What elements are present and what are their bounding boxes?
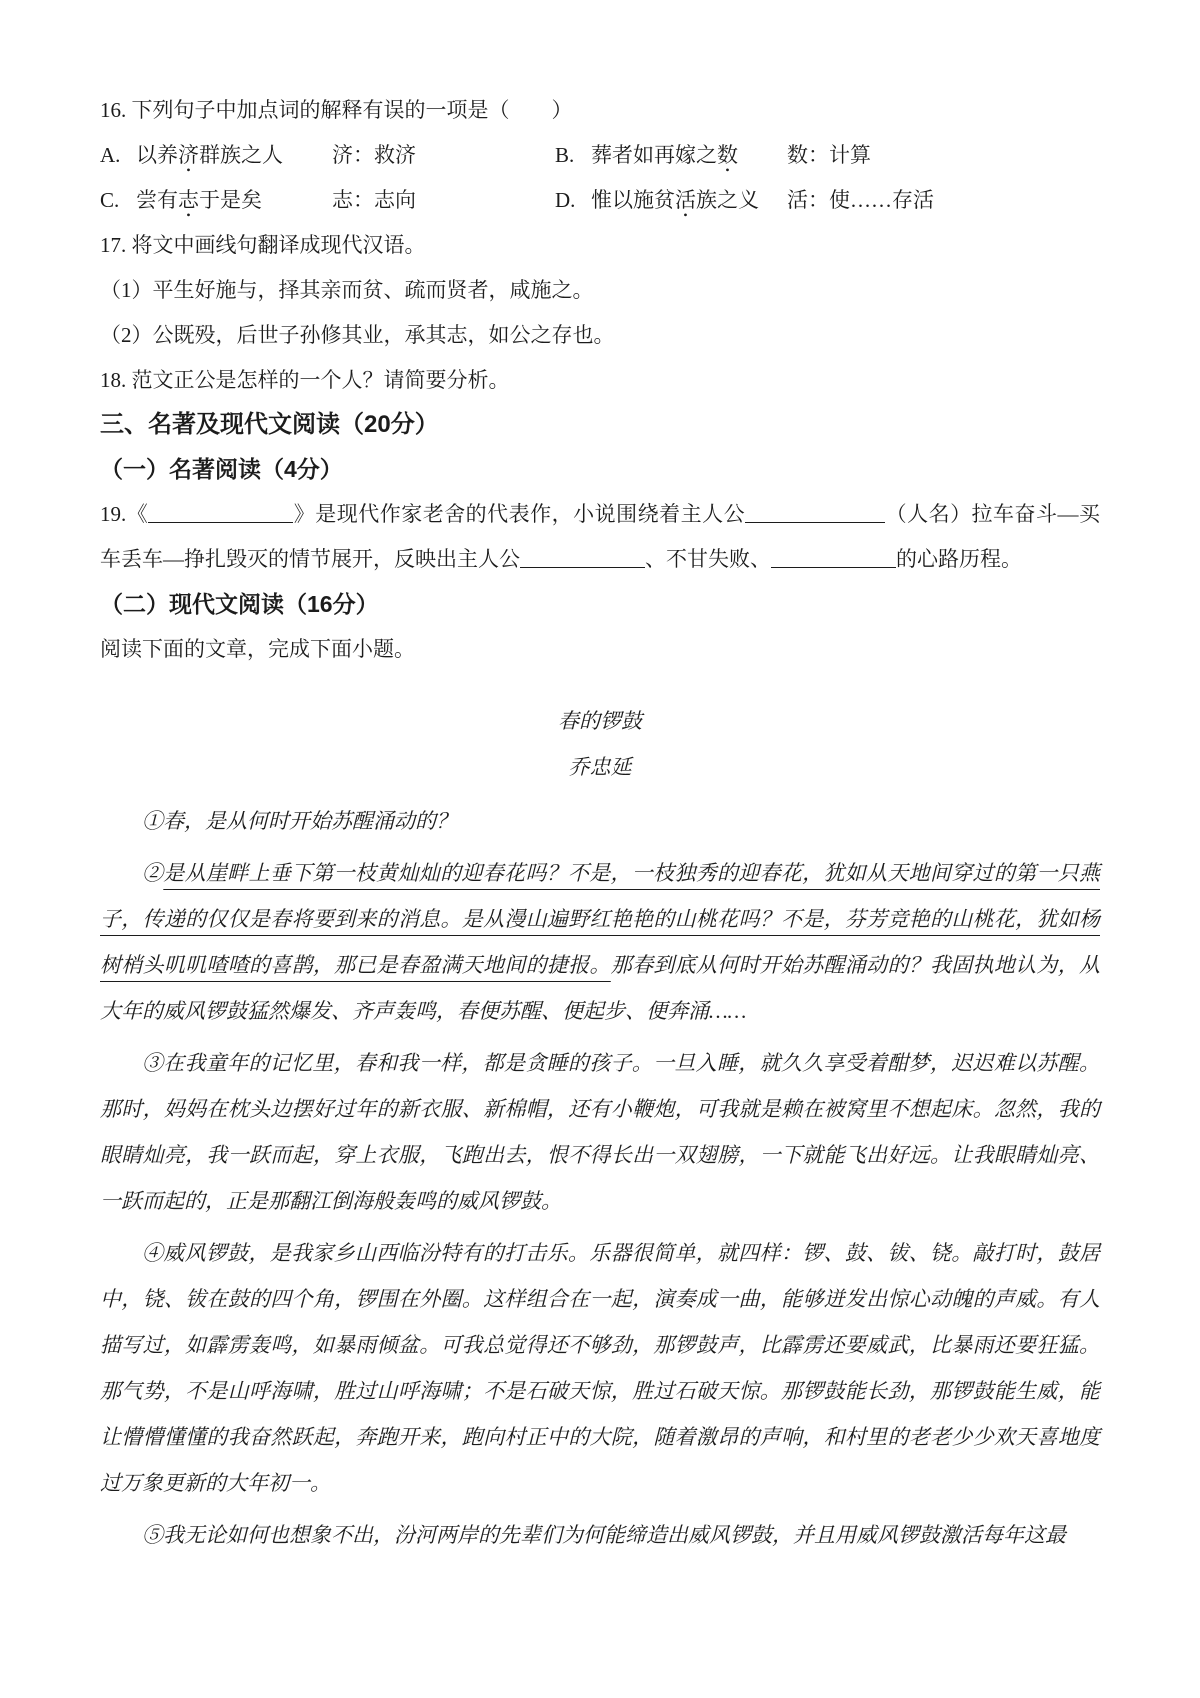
essay (100, 698, 1100, 1558)
question-17-sub-2: （2）公既殁，后世子孙修其业，承其志，如公之存也。 (100, 323, 615, 347)
option-d-emphasized-char: 活 (675, 188, 696, 212)
option-d-label: D. (555, 188, 576, 212)
q19-segment-3: （人名）拉车奋斗—买车丢车—挣扎毁灭的情节展开，反映出主人公 (100, 502, 1101, 571)
part-2-heading: （二）现代文阅读（16分） (100, 591, 379, 617)
option-c-phrase (136, 178, 332, 223)
option-a-label: A. (100, 143, 121, 167)
option-b-label: B. (555, 143, 575, 167)
question-17-stem: 17. 将文中画线句翻译成现代汉语。 (100, 233, 426, 257)
option-d-phrase (591, 178, 787, 223)
option-a-phrase (136, 133, 332, 178)
option-a-emphasized-char: 济 (178, 143, 199, 167)
option-c-emphasized-char: 志 (178, 188, 199, 212)
paragraph-2-underlined-text: 是从崖畔上垂下第一枝黄灿灿的迎春花吗？不是，一枝独秀的迎春花，犹如从天地间穿过的第一只燕子，传递的仅仅是春将要到来的消息。是从漫山遍野红艳艳的山桃花吗？不是，芬芳竞艳的山桃花，犹如杨树梢头叽叽喳喳的喜鹊，那已是春盈满天地间的捷报。 (100, 861, 1100, 977)
q16-option-a (100, 133, 555, 178)
section-3-heading: 三、名著及现代文阅读（20分） (100, 411, 439, 438)
option-c-phrase-pre: 尝有 (136, 188, 178, 212)
paragraph-2-marker: ② (142, 861, 164, 885)
answer-blank-2 (745, 503, 885, 523)
essay-title: 春的锣鼓 (558, 709, 642, 733)
answer-blank-4 (771, 548, 896, 568)
q16-option-c (100, 178, 555, 223)
option-b-gloss: 数：计算 (787, 143, 871, 167)
question-19 (100, 492, 1100, 582)
q16-options-row-ab (100, 133, 1100, 178)
essay-author: 乔忠延 (568, 755, 632, 779)
option-c-phrase-post: 于是矣 (199, 188, 262, 212)
part-1-heading: （一）名著阅读（4分） (100, 456, 343, 482)
answer-blank-1 (148, 503, 293, 523)
q19-segment-4: 、不甘失败、 (645, 547, 771, 571)
option-a-phrase-pre: 以养 (136, 143, 178, 167)
reading-intro: 阅读下面的文章，完成下面小题。 (100, 637, 415, 661)
q19-segment-5: 的心路历程。 (896, 547, 1022, 571)
question-18-stem: 18. 范文正公是怎样的一个人？请简要分析。 (100, 368, 510, 392)
option-d-gloss: 活：使……存活 (787, 188, 934, 212)
option-b-emphasized-char: 数 (717, 143, 738, 167)
q16-option-d (555, 178, 1010, 223)
question-17-sub-1: （1）平生好施与，择其亲而贫、疏而贤者，咸施之。 (100, 278, 594, 302)
essay-paragraph-3: ③在我童年的记忆里，春和我一样，都是贪睡的孩子。一旦入睡，就久久享受着酣梦，迟迟难以苏醒。那时，妈妈在枕头边摆好过年的新衣服、新棉帽，还有小鞭炮，可我就是赖在被窝里不想起床。忽然，我的眼睛灿亮，我一跃而起，穿上衣服，飞跑出去，恨不得长出一双翅膀，一下就能飞出好远。让我眼睛灿亮、一跃而起的，正是那翻江倒海般轰鸣的威风锣鼓。 (100, 1051, 1100, 1213)
option-b-phrase (591, 133, 787, 178)
option-d-phrase-pre: 惟以施贫 (591, 188, 675, 212)
paragraph-2-rest: 那春到底从何时开始苏醒涌动的？我固执地认为，从大年的威风锣鼓猛然爆发、齐声轰鸣，春便苏醒、便起步、便奔涌…… (100, 953, 1100, 1023)
option-d-phrase-post: 族之义 (696, 188, 759, 212)
essay-paragraph-5: ⑤我无论如何也想象不出，汾河两岸的先辈们为何能缔造出威风锣鼓，并且用威风锣鼓激活每年这最 (142, 1523, 1066, 1547)
q19-segment-1: 19.《 (100, 502, 149, 526)
option-b-phrase-pre: 葬者如再嫁之 (591, 143, 717, 167)
essay-paragraph-2 (100, 850, 1100, 1034)
q19-segment-2: 》是现代作家老舍的代表作，小说围绕着主人公 (293, 502, 746, 526)
option-c-label: C. (100, 188, 120, 212)
answer-blank-3 (520, 548, 645, 568)
question-16-stem: 16. 下列句子中加点词的解释有误的一项是（ ） (100, 98, 573, 122)
essay-paragraph-4: ④威风锣鼓，是我家乡山西临汾特有的打击乐。乐器很简单，就四样：锣、鼓、钹、铙。敲打时，鼓居中，铙、钹在鼓的四个角，锣围在外圈。这样组合在一起，演奏成一曲，能够迸发出惊心动魄的声威。有人描写过，如霹雳轰鸣，如暴雨倾盆。可我总觉得还不够劲，那锣鼓声，比霹雳还要威武，比暴雨还要狂猛。那气势，不是山呼海啸，胜过山呼海啸；不是石破天惊，胜过石破天惊。那锣鼓能长劲，那锣鼓能生威，能让懵懵懂懂的我奋然跃起，奔跑开来，跑向村正中的大院，随着激昂的声响，和村里的老老少少欢天喜地度过万象更新的大年初一。 (100, 1241, 1100, 1495)
option-a-gloss: 济：救济 (332, 143, 416, 167)
q16-options-row-cd (100, 178, 1100, 223)
q16-option-b (555, 133, 1010, 178)
option-a-phrase-post: 群族之人 (199, 143, 283, 167)
option-c-gloss: 志：志向 (332, 188, 416, 212)
essay-paragraph-1: ①春，是从何时开始苏醒涌动的？ (142, 809, 457, 833)
